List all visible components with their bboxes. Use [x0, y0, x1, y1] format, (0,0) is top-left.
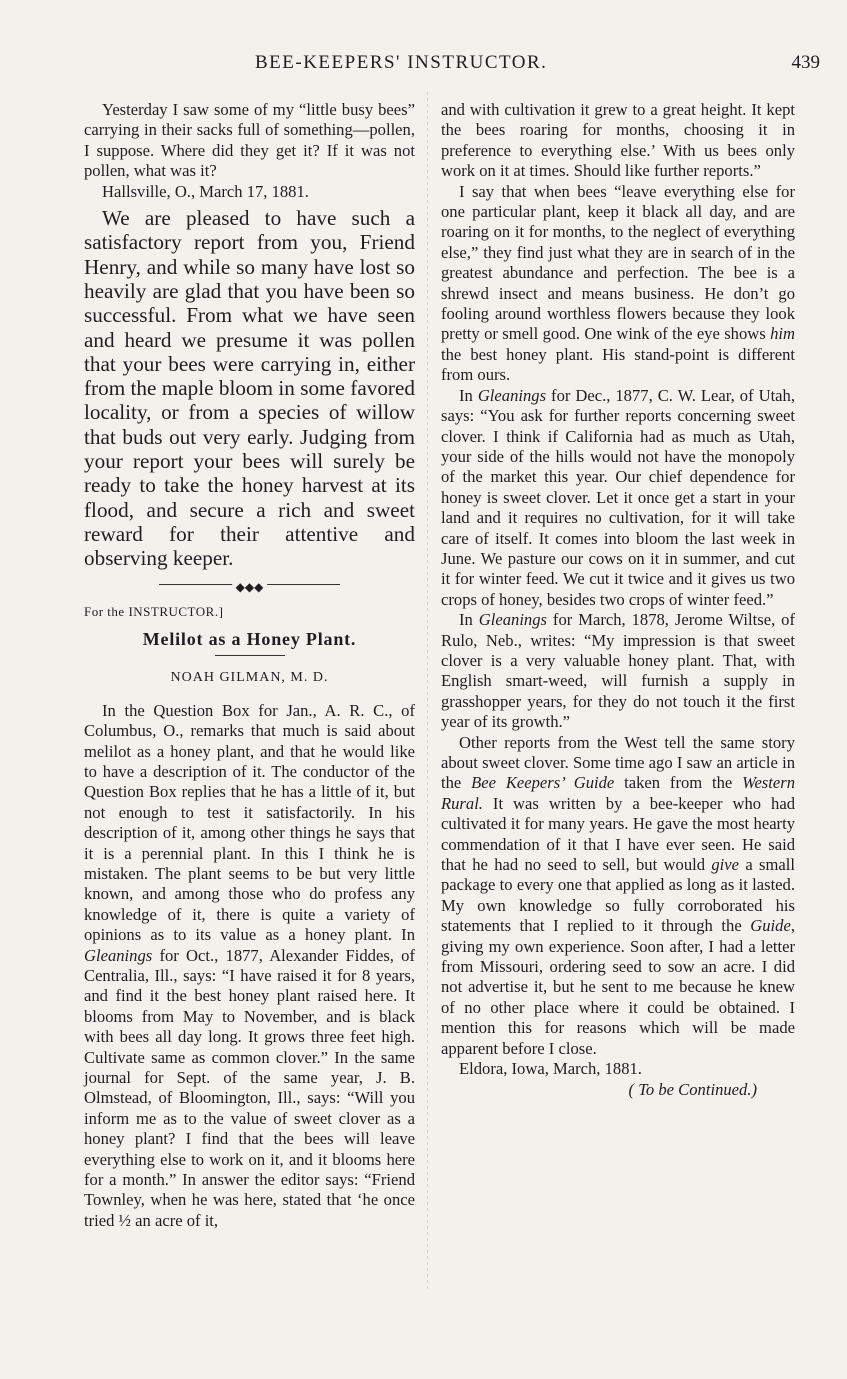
- editor-reply: We are pleased to have such a satisfactory report from you, Friend Henry, and while so many have lost so heavily are glad that you have been so successful. From what we have seen and heard we presume it was pollen that your bees were carrying in, either from the maple bloom in some favored locality, or from a species of willow that buds out very early. Judging from your report your bees will surely be ready to take the honey harvest at its flood, and secure a rich and sweet reward for their attentive and observing keeper.: [84, 206, 415, 571]
- journal-title: Gleanings: [477, 385, 547, 405]
- article-dateline: Eldora, Iowa, March, 1881.: [459, 1059, 642, 1079]
- article-paragraph: I say that when bees “leave everything else for one particular plant, keep it black all day, and are roaring on it for months, to the neglect of everything else,” they find just what they are in search of in the greatest abundance and perfection. The bee is a shrewd insect and means business. He don’t go fooling around worthless flowers because they look pretty or smell good. One wink of the eye shows him the best honey plant. His stand-point is different from ours.: [441, 181, 795, 385]
- journal-title: Bee Keepers’ Guide: [471, 773, 615, 793]
- letter-dateline: Hallsville, O., March 17, 1881.: [102, 181, 309, 201]
- left-column: [84, 100, 415, 1231]
- article-paragraph: and with cultivation it grew to a great height. It kept the bees roaring for months, choosing it in preference to everything else.’ With us bees only work on it at times. Should like further reports.”: [441, 100, 795, 181]
- page-header: [0, 52, 847, 82]
- continued-note: ( To be Continued.): [628, 1079, 757, 1099]
- title-rule: [215, 655, 285, 660]
- journal-title: Gleanings: [84, 945, 153, 965]
- article-byline: NOAH GILMAN, M. D.: [170, 670, 329, 686]
- article-paragraph: In the Question Box for Jan., A. R. C., of Columbus, O., remarks that much is said about melilot as a honey plant, and that he would like to have a description of it. The conductor of the Question Box replies that he has a little of it, but not enough to test it satisfactorily. In his description of it, among other things he says that it is a perennial plant. In this I think he is mistaken. The plant seems to be but very little known, and among those who do profess any knowledge of it, there is quite a variety of opinions as to its value as a honey plant. In Gleanings for Oct., 1877, Alexander Fiddes, of Centralia, Ill., says: “I have raised it for 8 years, and find it the best honey plant raised here. It blooms from May to November, and is black with bees all day long. It grows three feet high. Cultivate same as common clover.” In the same journal for Sept. of the same year, J. B. Olmstead, of Bloomington, Ill., says: “Will you inform me as to the value of sweet clover as a honey plant? I find that the bees will leave everything else to work on it, and it blooms here for a month.” In answer the editor says: “Friend Townley, when he was here, stated that ‘he once tried ½ an acre of it,: [84, 700, 415, 1230]
- column-divider: [427, 92, 428, 1292]
- journal-title: Gleanings: [478, 610, 547, 630]
- running-head: BEE-KEEPERS' INSTRUCTOR.: [255, 52, 548, 73]
- letter-paragraph: Yesterday I saw some of my “little busy bees” carrying in their sacks full of something—pollen, I suppose. Where did they get it? If it was not pollen, what was it?: [84, 100, 415, 181]
- article-paragraph: In Gleanings for March, 1878, Jerome Wiltse, of Rulo, Neb., writes: “My impression is that sweet clover is a very valuable honey plant. That, with English smart-weed, will furnish a supply in grasshopper years, for they do not touch it the first year of its growth.”: [441, 610, 795, 732]
- page-number: 439: [791, 52, 820, 73]
- source-line: For the INSTRUCTOR.]: [84, 604, 224, 620]
- journal-title: Western Rural.: [441, 773, 795, 813]
- section-divider: [84, 580, 415, 595]
- article-title: Melilot as a Honey Plant.: [142, 628, 357, 649]
- right-column: [441, 100, 795, 1100]
- article-paragraph: Other reports from the West tell the same story about sweet clover. Some time ago I saw an article in the Bee Keepers’ Guide taken from the Western Rural. It was written by a bee-keeper who had cultivated it for many years. He gave the most hearty commendation of it that I have ever seen. He said that he had no seed to sell, but would give a small package to every one that applied as long as it lasted. My own knowledge so fully corroborated his statements that I replied to it through the Guide, giving my own experience. Soon after, I had a letter from Missouri, ordering seed to sow an acre. I did not advertise it, but he sent to me because he knew of no other place where it could be obtained. I mention this for reasons which will be made apparent before I close.: [441, 732, 795, 1058]
- ornament-icon: ◆◆◆: [232, 577, 268, 597]
- article-paragraph: In Gleanings for Dec., 1877, C. W. Lear, of Utah, says: “You ask for further reports concerning sweet clover. I think if California had as much as Utah, your side of the hills would not have the monopoly of the market this year. Our chief dependence for honey is sweet clover. Let it once get a start in your land and it requires no cultivation, for it will take care of itself. It comes into bloom the last week in June. We pasture our cows on it in summer, and cut it for winter feed. We cut it twice and it gives us two crops of honey, besides two crops of winter feed.”: [441, 385, 795, 609]
- journal-title: Guide: [750, 916, 791, 936]
